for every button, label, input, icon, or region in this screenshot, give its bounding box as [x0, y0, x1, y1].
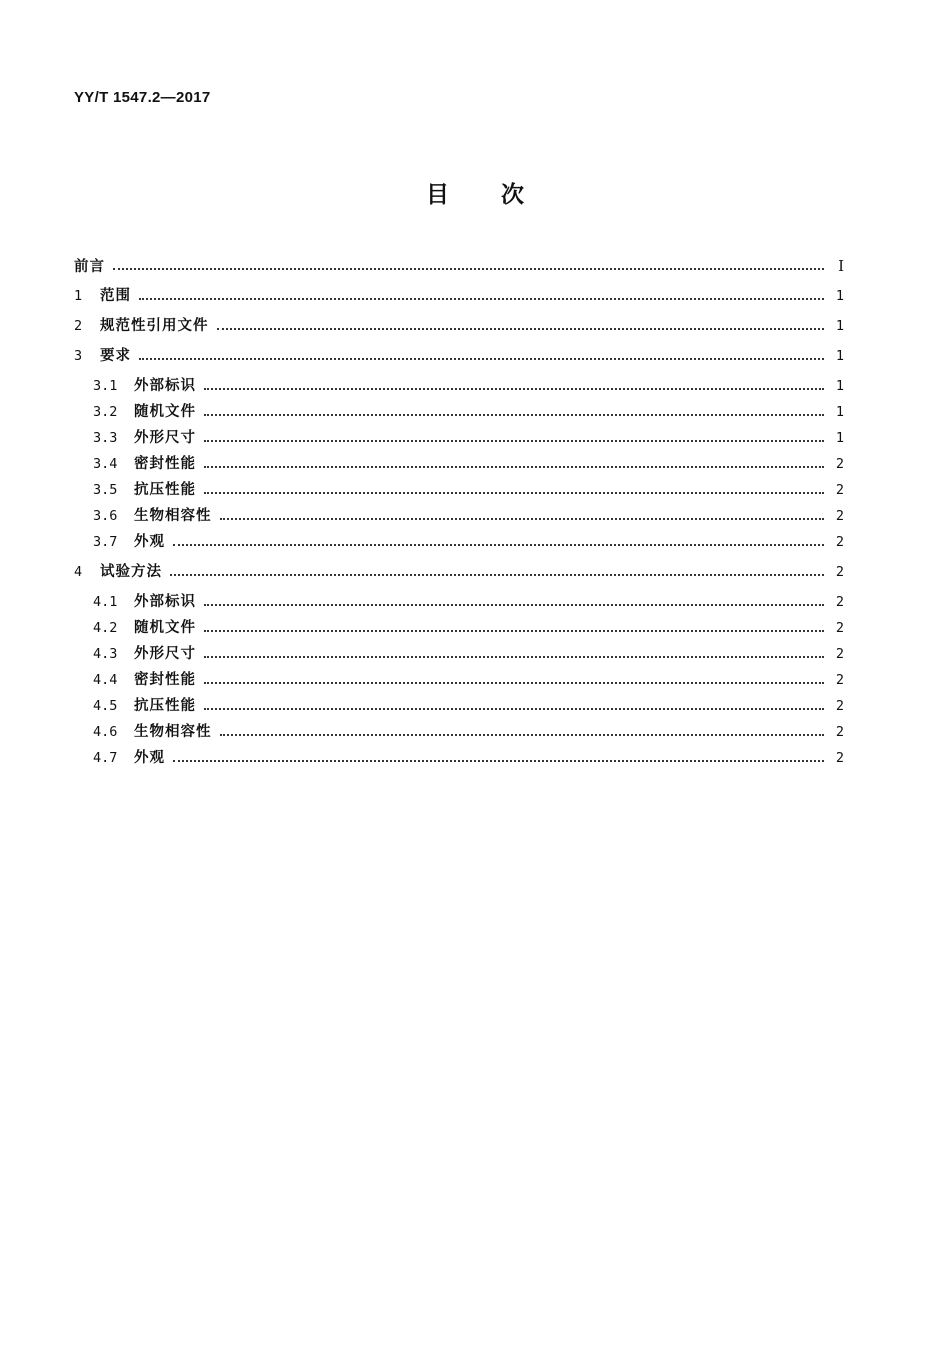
toc-leader-dots — [204, 412, 824, 416]
toc-entry[interactable] — [74, 529, 844, 555]
toc-leader-dots — [220, 516, 825, 520]
toc-leader-dots — [173, 542, 824, 546]
toc-entry-label: 外形尺寸 — [134, 430, 196, 446]
toc-entry-page: 2 — [835, 672, 844, 688]
toc-entry-page: 2 — [835, 594, 844, 610]
toc-entry[interactable] — [74, 373, 844, 399]
toc-entry-label: 随机文件 — [134, 404, 196, 420]
toc-entry[interactable] — [74, 253, 844, 279]
toc-entry-label: 前言 — [74, 259, 105, 275]
toc-entry-page: 2 — [835, 750, 844, 766]
toc-entry-number: 4.6 — [93, 724, 118, 740]
toc-entry-label: 密封性能 — [134, 456, 196, 472]
toc-entry-label: 外形尺寸 — [134, 646, 196, 662]
toc-entry[interactable] — [74, 283, 844, 309]
toc-entry[interactable] — [74, 399, 844, 425]
toc-leader-dots — [204, 680, 824, 684]
toc-entry-number: 3.2 — [93, 404, 118, 420]
toc-leader-dots — [204, 386, 824, 390]
toc-entry-number: 3 — [74, 348, 83, 364]
toc-entry-number: 3.4 — [93, 456, 118, 472]
toc-entry[interactable] — [74, 425, 844, 451]
toc-entry-page: 2 — [835, 534, 844, 550]
toc-entry[interactable] — [74, 313, 844, 339]
toc-leader-dots — [173, 758, 824, 762]
toc-entry-label: 生物相容性 — [134, 724, 212, 740]
toc-entry-label: 抗压性能 — [134, 698, 196, 714]
toc-entry-page: Ⅰ — [838, 257, 844, 275]
toc-leader-dots — [204, 628, 824, 632]
toc-entry-page: 2 — [835, 508, 844, 524]
standard-code: YY/T 1547.2—2017 — [74, 89, 211, 106]
toc-entry-label: 外部标识 — [134, 594, 196, 610]
toc-entry-label: 外观 — [134, 750, 165, 766]
toc-entry[interactable] — [74, 503, 844, 529]
toc-entry[interactable] — [74, 615, 844, 641]
toc-entry-number: 3.1 — [93, 378, 118, 394]
toc-entry-number: 1 — [74, 288, 83, 304]
toc-entry-number: 3.7 — [93, 534, 118, 550]
toc-leader-dots — [204, 490, 824, 494]
toc-entry-number: 4.5 — [93, 698, 118, 714]
toc-leader-dots — [217, 326, 825, 330]
toc-entry-number: 2 — [74, 318, 83, 334]
toc-entry-page: 1 — [835, 318, 844, 334]
toc-entry-page: 2 — [835, 724, 844, 740]
toc-entry[interactable] — [74, 589, 844, 615]
toc-leader-dots — [139, 296, 824, 300]
toc-entry-label: 抗压性能 — [134, 482, 196, 498]
toc-entry-label: 密封性能 — [134, 672, 196, 688]
toc-entry-number: 4.1 — [93, 594, 118, 610]
toc-entry-label: 规范性引用文件 — [100, 318, 209, 334]
toc-entry-label: 要求 — [100, 348, 131, 364]
toc-entry-label: 随机文件 — [134, 620, 196, 636]
toc-leader-dots — [113, 266, 824, 270]
toc-entry-label: 外部标识 — [134, 378, 196, 394]
toc-entry-number: 3.6 — [93, 508, 118, 524]
toc-entry-page: 2 — [835, 620, 844, 636]
toc-entry-page: 2 — [835, 564, 844, 580]
toc-entry[interactable] — [74, 559, 844, 585]
toc-entry-number: 4 — [74, 564, 83, 580]
toc-entry-page: 2 — [835, 482, 844, 498]
toc-leader-dots — [204, 464, 824, 468]
toc-leader-dots — [204, 706, 824, 710]
toc-entry-number: 4.2 — [93, 620, 118, 636]
table-of-contents — [74, 253, 844, 771]
toc-leader-dots — [204, 438, 824, 442]
toc-entry[interactable] — [74, 641, 844, 667]
toc-leader-dots — [220, 732, 825, 736]
toc-entry-page: 1 — [835, 378, 844, 394]
toc-leader-dots — [139, 356, 824, 360]
toc-entry-page: 1 — [835, 348, 844, 364]
toc-entry-page: 1 — [835, 404, 844, 420]
toc-entry[interactable] — [74, 343, 844, 369]
toc-entry[interactable] — [74, 451, 844, 477]
toc-entry-number: 4.4 — [93, 672, 118, 688]
toc-entry-label: 范围 — [100, 288, 131, 304]
toc-entry-number: 3.5 — [93, 482, 118, 498]
toc-entry-page: 1 — [835, 288, 844, 304]
toc-entry-number: 4.3 — [93, 646, 118, 662]
toc-entry[interactable] — [74, 477, 844, 503]
toc-entry-number: 4.7 — [93, 750, 118, 766]
toc-entry-page: 2 — [835, 698, 844, 714]
toc-entry-number: 3.3 — [93, 430, 118, 446]
toc-entry-page: 2 — [835, 646, 844, 662]
toc-entry-label: 外观 — [134, 534, 165, 550]
toc-entry-label: 试验方法 — [100, 564, 162, 580]
toc-entry-page: 2 — [835, 456, 844, 472]
toc-leader-dots — [204, 602, 824, 606]
page-title: 目次 — [426, 182, 576, 208]
toc-entry-label: 生物相容性 — [134, 508, 212, 524]
toc-entry-page: 1 — [835, 430, 844, 446]
toc-entry[interactable] — [74, 693, 844, 719]
toc-leader-dots — [204, 654, 824, 658]
toc-leader-dots — [170, 572, 824, 576]
toc-entry[interactable] — [74, 745, 844, 771]
toc-entry[interactable] — [74, 667, 844, 693]
toc-entry[interactable] — [74, 719, 844, 745]
